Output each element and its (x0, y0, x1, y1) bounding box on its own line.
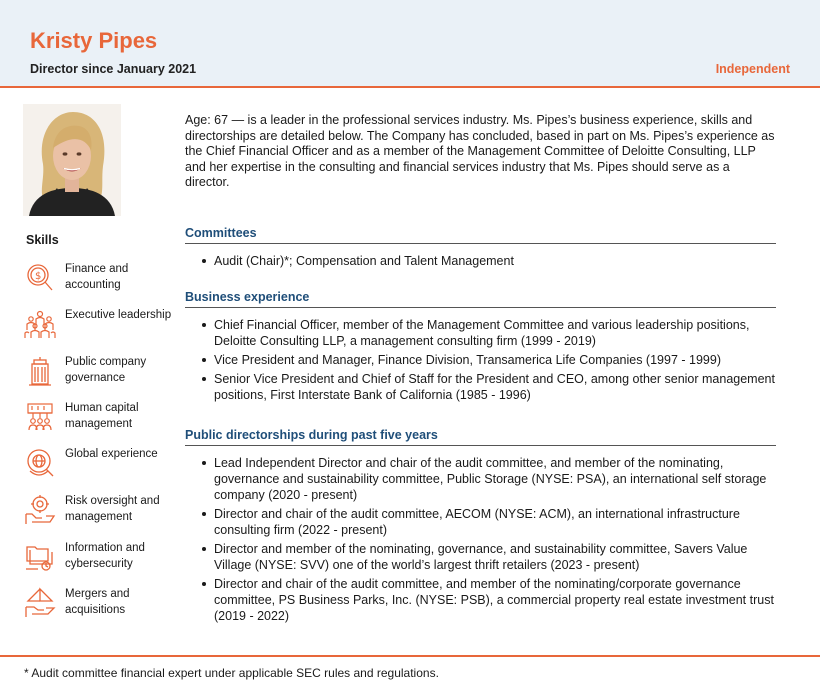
skill-label: Human capital management (65, 402, 139, 430)
business-experience-list (200, 317, 785, 406)
committees-heading: Committees (185, 226, 776, 244)
skill-label: Mergers and acquisitions (65, 588, 130, 616)
director-since: Director since January 2021 (30, 62, 197, 76)
independence-status: Independent (715, 62, 790, 76)
finance-icon (24, 262, 56, 294)
governance-icon (24, 355, 56, 387)
skill-label: Risk oversight and management (65, 495, 160, 523)
skill-label: Finance and accounting (65, 263, 129, 291)
skill-item (24, 494, 174, 534)
skill-item (24, 587, 174, 627)
profile-header (0, 0, 820, 86)
committees-list (200, 253, 785, 272)
risk-icon (24, 494, 56, 526)
human-capital-icon (24, 401, 56, 433)
list-item: Lead Independent Director and chair of the audit committee, and member of the nominating, governance and sustainability committee, Public Storage (NYSE: PSA), an international self storage company (2020 - present) (200, 455, 785, 503)
skill-label: Public company governance (65, 356, 147, 384)
skill-item (24, 447, 174, 487)
skill-item (24, 308, 174, 348)
director-name: Kristy Pipes (30, 28, 158, 53)
footer-divider (0, 655, 820, 657)
business-experience-heading: Business experience (185, 290, 776, 308)
skill-item (24, 262, 174, 302)
skill-item (24, 541, 174, 581)
list-item: Audit (Chair)*; Compensation and Talent Management (200, 253, 785, 269)
skill-label: Executive leadership (65, 309, 172, 321)
list-item: Director and chair of the audit committee, AECOM (NYSE: ACM), an international infrastructure consulting firm (2022 - present) (200, 506, 785, 538)
svg-text:$: $ (35, 271, 42, 282)
skills-heading: Skills (26, 233, 59, 247)
list-item: Senior Vice President and Chief of Staff for the President and CEO, among other senior management positions, First Interstate Bank of California (1985 - 1996) (200, 371, 785, 403)
mergers-icon (24, 587, 56, 619)
list-item: Vice President and Manager, Finance Division, Transamerica Life Companies (1997 - 1999) (200, 352, 785, 368)
header-divider (0, 86, 820, 88)
skill-label: Information and cybersecurity (65, 542, 145, 570)
skill-item (24, 401, 174, 441)
leadership-icon (24, 308, 56, 340)
biography-text: Age: 67 — is a leader in the professional services industry. Ms. Pipes’s business experience, skills and directorships are detailed below. The Company has concluded, based in part on Ms. Pipes’s experience as the Chief Financial Officer and as a member of the Management Committee of Deloitte Consulting, LLP and her expertise in the consulting and financial services industry that Ms. Pipes should serve as a director. (185, 113, 775, 189)
skill-item (24, 355, 174, 395)
list-item: Director and member of the nominating, governance, and sustainability committee, Savers Value Village (NYSE: SVV) one of the world’s largest thrift retailers (2023 - present) (200, 541, 785, 573)
globe-icon (24, 447, 56, 479)
director-photo (23, 104, 121, 216)
skill-label: Global experience (65, 448, 158, 460)
directorships-list (200, 455, 785, 627)
list-item: Chief Financial Officer, member of the Management Committee and various leadership positions, Deloitte Consulting LLP, a management consulting firm (1999 - 2019) (200, 317, 785, 349)
cybersecurity-icon (24, 541, 56, 573)
footnote: * Audit committee financial expert under applicable SEC rules and regulations. (24, 666, 439, 680)
list-item: Director and chair of the audit committee, and member of the nominating/corporate governance committee, PS Business Parks, Inc. (NYSE: PSB), a commercial property real estate investment trust (2019 - 2022) (200, 576, 785, 624)
directorships-heading: Public directorships during past five years (185, 428, 776, 446)
